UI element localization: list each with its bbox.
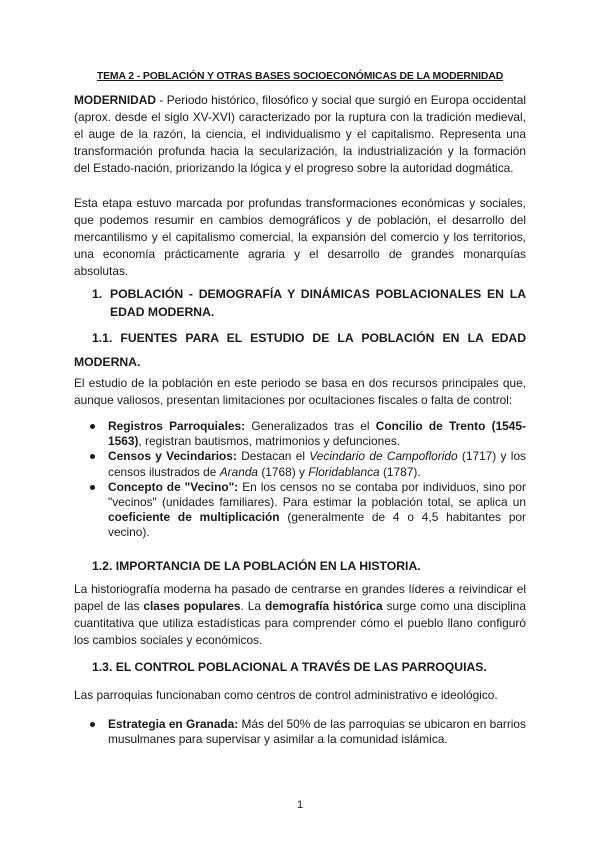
- intro-term: MODERNIDAD: [74, 93, 156, 107]
- section-1-2-text-part: . La: [240, 599, 265, 614]
- parish-list: [74, 717, 526, 747]
- section-1-2-heading: 1.2. IMPORTANCIA DE LA POBLACIÓN EN LA HISTORIA.: [92, 559, 421, 573]
- bullet-text: (1717) y los censos ilustrados de: [108, 449, 526, 479]
- bullet-text: Destacan el: [236, 449, 310, 464]
- bullet-text: Generalizados tras el: [245, 419, 376, 433]
- bullet-bold: Concilio de Trento (1545-1563): [108, 419, 526, 449]
- bullet-dot-icon: [90, 485, 95, 490]
- section-1-2-text: [74, 581, 526, 649]
- list-item: [74, 449, 526, 479]
- section-1-heading: [92, 285, 526, 321]
- bullet-text: Más del 50% de las parroquias se ubicaron en barrios musulmanes para supervisar y asimilar a la comunidad islámica.: [108, 717, 526, 747]
- section-1-2-bold: demografía histórica: [265, 599, 383, 614]
- list-item: [74, 480, 526, 541]
- bullet-dot-icon: [90, 454, 95, 459]
- bullet-label: Estrategia en Granada:: [108, 717, 239, 731]
- context-paragraph: Esta etapa estuvo marcada por profundas transformaciones económicas y sociales, que podemos resumir en cambios demográficos y de población, el desarrollo del mercantilismo y el capitalismo comercial, la expansión del comercio y los territorios, una economía prácticamente agraria y el desarrollo de grandes monarquías absolutas.: [74, 196, 526, 279]
- bullet-text: En los censos no se contaba por individuos, sino por "vecinos" (unidades familiares). Para estimar la población total, se aplica un: [108, 479, 526, 510]
- section-1-2-text-part: La historiografía moderna ha pasado de centrarse en grandes líderes a reivindicar el papel de las: [74, 582, 526, 614]
- sources-list: [74, 419, 526, 541]
- bullet-label: Concepto de "Vecino":: [108, 479, 239, 494]
- bullet-label: Censos y Vecindarios:: [108, 449, 237, 464]
- section-1-2-text-part: surge como una disciplina cuantitativa que utiliza estadísticas para comprender cómo el pueblo llano configuró los cambios sociales y económicos.: [74, 599, 526, 648]
- list-item: [74, 717, 526, 747]
- bullet-label: Registros Parroquiales:: [108, 419, 246, 433]
- bullet-dot-icon: [90, 722, 95, 727]
- section-1-number: 1.: [92, 287, 103, 301]
- bullet-italic: Floridablanca: [308, 464, 380, 479]
- document-title: TEMA 2 - POBLACIÓN Y OTRAS BASES SOCIOECONÓMICAS DE LA MODERNIDAD: [96, 71, 504, 82]
- section-1-1-text: El estudio de la población en este periodo se basa en dos recursos principales que, aunque valiosos, presentan limitaciones por ocultaciones fiscales o falta de control:: [74, 376, 526, 408]
- bullet-text: (generalmente de 4 o 4,5 habitantes por vecino).: [108, 510, 527, 540]
- bullet-italic: Aranda: [219, 464, 259, 479]
- intro-text: - Periodo histórico, filosófico y social que surgió en Europa occidental (aprox. desde el siglo XV-XVI) caracterizado por la ruptura con la tradición medieval, el auge de la razón, la ciencia, el individualismo y el capitalismo. Representa una transformación profunda hacia la secularización, la industrialización y la formación del Estado-nación, priorizando la lógica y el progreso sobre la autoridad dogmática.: [74, 93, 526, 176]
- bullet-bold: coeficiente de multiplicación: [108, 510, 280, 525]
- section-1-3-text: Las parroquias funcionaban como centros de control administrativo e ideológico.: [74, 688, 498, 702]
- section-1-3-heading: 1.3. EL CONTROL POBLACIONAL A TRAVÉS DE LAS PARROQUIAS.: [92, 660, 487, 674]
- bullet-dot-icon: [90, 424, 95, 429]
- intro-paragraph: [74, 92, 526, 177]
- list-item: [74, 419, 526, 449]
- section-1-title: POBLACIÓN - DEMOGRAFÍA Y DINÁMICAS POBLACIONALES EN LA EDAD MODERNA.: [110, 287, 526, 319]
- bullet-text: (1768) y: [258, 464, 309, 479]
- section-1-2-bold: clases populares: [143, 599, 241, 614]
- bullet-italic: Vecindario de Campoflorido: [309, 449, 458, 464]
- section-1-1-heading: 1.1. FUENTES PARA EL ESTUDIO DE LA POBLACIÓN EN LA EDAD MODERNA.: [74, 331, 526, 369]
- bullet-text: , registran bautismos, matrimonios y defunciones.: [138, 434, 401, 449]
- page-number: 1: [296, 799, 304, 811]
- bullet-text: (1787).: [379, 464, 421, 479]
